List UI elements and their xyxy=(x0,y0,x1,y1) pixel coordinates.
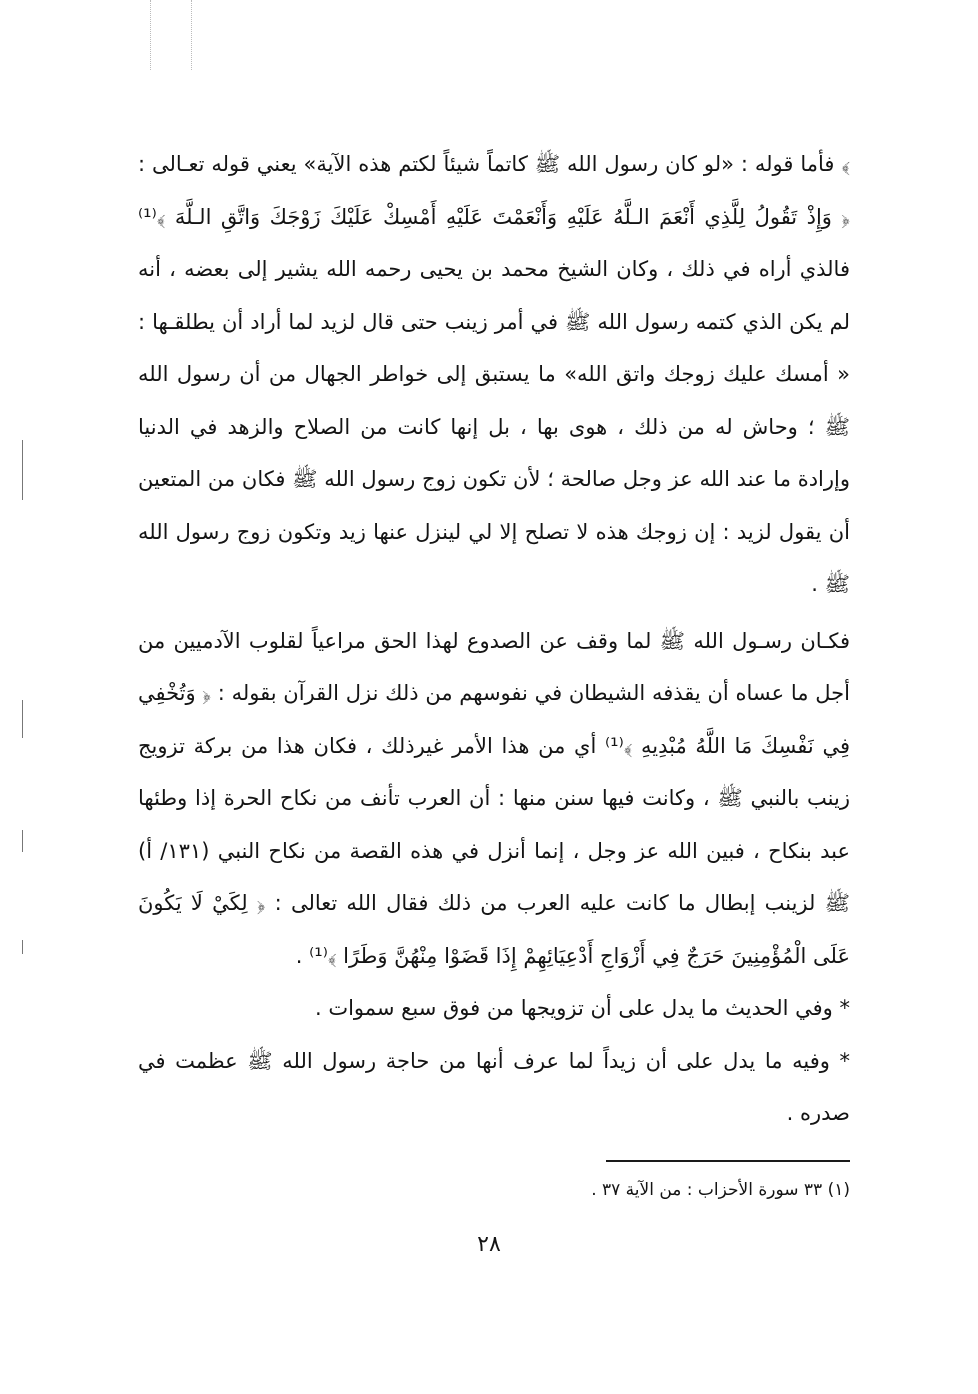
scan-edge-mark xyxy=(22,940,23,954)
body-text xyxy=(138,138,850,1140)
paragraph: * وفيه ما يدل على أن زيداً لما عرف أنها من حاجة رسول الله ﷺ عظمت في صدره . xyxy=(138,1048,850,1125)
paragraph: * وفي الحديث ما يدل على أن تزويجها من فوق سبع سموات . xyxy=(314,996,850,1020)
footnote: (١) ٣٣ سورة الأحزاب : من الآية ٣٧ . xyxy=(591,1180,850,1200)
scan-edge-mark xyxy=(22,830,23,852)
scan-edge-mark xyxy=(22,700,23,738)
paragraph: فكـان رسـول الله ﷺ لما وقف عن الصدوع لهذا الحق مراعياً لقلوب الآدميين من أجل ما عساه أن يقذفه الشيطان في نفوسهم من ذلك نزل القرآن بقوله : ﴿ وَتُخْفِي فِي نَفْسِكَ مَا اللَّهُ مُبْدِيهِ ﴾⁽¹⁾ أي من هذا الأمر غيرذلك ، فكان هذا من بركة تزويج زينب بالنبي ﷺ ، وكانت فيها سنن منها : أن العرب تأنف من نكاح الحرة إذا وطئها عبد بنكاح ، فبين الله عز وجل ، إنما أنزل في هذه القصة من نكاح النبي (١٣١/ أ) ﷺ لزينب إبطال ما كانت عليه العرب من ذلك فقال الله تعالى : ﴿ لِكَيْ لَا يَكُونَ عَلَى الْمُؤْمِنِينَ حَرَجٌ فِي أَزْوَاجِ أَدْعِيَائِهِمْ إِذَا قَضَوْا مِنْهُنَّ وَطَرًا ﴾⁽¹⁾ . xyxy=(138,628,851,968)
paragraph: ﴾ فأما قوله : «لو كان رسول الله ﷺ كاتماً شيئاً لكتم هذه الآية» يعني قوله تعـالى : ﴿ وَإِذْ تَقُولُ لِلَّذِي أَنْعَمَ الـلَّهُ عَلَيْهِ وَأَنْعَمْتَ عَلَيْهِ أَمْسِكْ عَلَيْكَ زَوْجَكَ وَاتَّقِ الـلَّهَ ﴾⁽¹⁾ فالذي أراه في ذلك ، وكان الشيخ محمد بن يحيى رحمه الله يشير إلى بعضه ، أنه لم يكن الذي كتمه رسول الله ﷺ في أمر زينب حتى قال لزيد لما أراد أن يطلقـها : « أمسك عليك زوجك واتق الله» ما يستبق إلى خواطر الجهال من أن رسول الله ﷺ ؛ وحاش له من ذلك ، هوى بها ، بل إنها كانت من الصلاح والزهد في الدنيا وإرادة ما عند الله عز وجل صالحة ؛ لأن تكون زوج رسول الله ﷺ فكان من المتعين أن يقول لزيد : إن زوجك هذه لا تصلح إلا لي لينزل عنها زيد وتكون زوج رسول الله ﷺ . xyxy=(138,152,850,596)
page-number: ٢٨ xyxy=(477,1232,501,1257)
footnote-divider xyxy=(606,1160,850,1162)
scan-margin-artifact xyxy=(150,0,192,70)
scan-edge-mark xyxy=(22,440,23,500)
